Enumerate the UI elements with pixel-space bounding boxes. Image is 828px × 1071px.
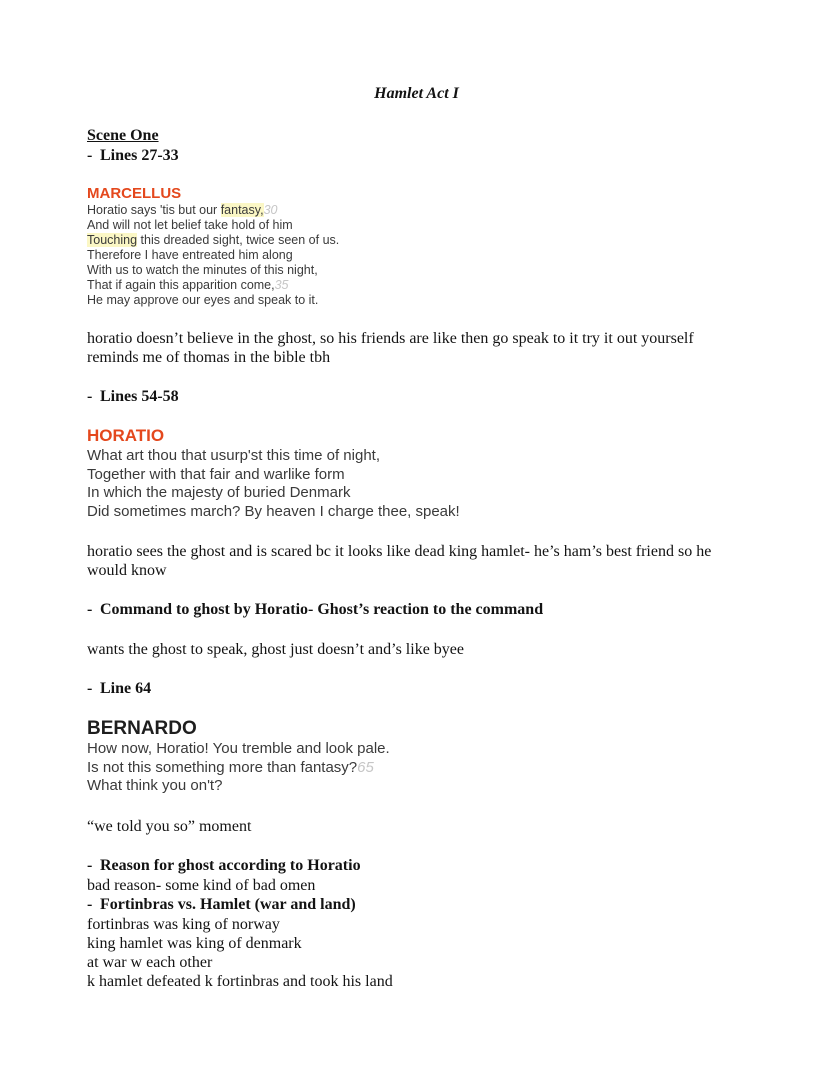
line-number: 30 <box>263 203 278 217</box>
note-line: king hamlet was king of denmark <box>87 934 302 952</box>
quote-text: How now, Horatio! You tremble and look pale. <box>87 740 390 757</box>
highlighted-text: Touching <box>87 233 138 247</box>
bullet-label: Command to ghost by Horatio- Ghost’s reaction to the command <box>100 601 544 618</box>
bullet-reason-for-ghost <box>87 856 746 876</box>
annotation-note <box>87 542 746 580</box>
scene-heading <box>87 126 746 146</box>
quote-text: In which the majesty of buried Denmark <box>87 484 351 501</box>
note-line: wants the ghost to speak, ghost just doesn’t and’s like byee <box>87 641 464 658</box>
quote-line <box>87 278 746 293</box>
quote-text: Together with that fair and warlike form <box>87 465 345 483</box>
speech-marcellus <box>87 184 746 308</box>
bullet-fortinbras-vs-hamlet <box>87 895 746 915</box>
note-line: at war w each other <box>87 953 213 971</box>
quote-line <box>87 466 746 485</box>
bullet-line-64 <box>87 679 746 699</box>
line-number: 35 <box>274 278 289 292</box>
note-line: reminds me of thomas in the bible tbh <box>87 349 331 366</box>
annotation-note <box>87 915 746 991</box>
quote-text: Did sometimes march? By heaven I charge thee, speak! <box>87 502 460 520</box>
annotation-note <box>87 876 746 895</box>
quote-line <box>87 503 746 522</box>
note-line: fortinbras was king of norway <box>87 915 280 933</box>
scene-heading-text: Scene One <box>87 127 159 144</box>
bullet-label: Reason for ghost according to Horatio <box>100 856 361 874</box>
speaker-bernardo: BERNARDO <box>87 718 197 739</box>
note-line: horatio doesn’t believe in the ghost, so his friends are like then go speak to it try it out yourself <box>87 330 694 347</box>
speech-bernardo <box>87 717 746 796</box>
line-number: 65 <box>357 758 374 776</box>
bullet-dash: - <box>87 147 93 164</box>
quote-text: With us to watch the minutes of this night, <box>87 263 318 277</box>
quote-line <box>87 233 746 248</box>
quote-line <box>87 218 746 233</box>
quote-line <box>87 293 746 308</box>
note-line: bad reason- some kind of bad omen <box>87 876 316 894</box>
quote-text: What think you on't? <box>87 777 223 794</box>
speech-horatio <box>87 425 746 521</box>
bullet-dash: - <box>87 856 93 874</box>
annotation-note <box>87 640 746 659</box>
quote-line <box>87 203 746 218</box>
note-line: “we told you so” moment <box>87 817 252 835</box>
bullet-label: Lines 27-33 <box>100 147 179 164</box>
bullet-label: Fortinbras vs. Hamlet (war and land) <box>100 895 356 913</box>
speaker-horatio: HORATIO <box>87 426 165 445</box>
quote-text: He may approve our eyes and speak to it. <box>87 293 319 307</box>
bullet-label: Lines 54-58 <box>100 388 179 405</box>
highlighted-text: fantasy, <box>220 203 264 217</box>
bullet-dash: - <box>87 680 93 697</box>
quote-text: Is not this something more than fantasy? <box>87 758 358 776</box>
quote-text: What art thou that usurp'st this time of night, <box>87 447 381 464</box>
quote-text: And will not let belief take hold of him <box>87 218 293 232</box>
bullet-lines-27-33 <box>87 146 746 166</box>
quote-line <box>87 759 746 778</box>
note-line: horatio sees the ghost and is scared bc it looks like dead king hamlet- he’s ham’s best friend so he <box>87 543 712 560</box>
note-line: would know <box>87 562 167 579</box>
quote-text: Horatio says 'tis but our <box>87 203 221 217</box>
bullet-dash: - <box>87 601 93 618</box>
quote-line <box>87 740 746 759</box>
bullet-dash: - <box>87 388 93 405</box>
quote-text: this dreaded sight, twice seen of us. <box>137 233 340 247</box>
annotation-note <box>87 817 746 836</box>
quote-line <box>87 263 746 278</box>
quote-text: Therefore I have entreated him along <box>87 248 293 262</box>
bullet-label: Line 64 <box>100 680 152 697</box>
quote-line <box>87 248 746 263</box>
quote-text: That if again this apparition come, <box>87 278 275 292</box>
annotation-note <box>87 329 746 367</box>
note-line: k hamlet defeated k fortinbras and took his land <box>87 972 393 990</box>
bullet-lines-54-58 <box>87 387 746 407</box>
bullet-command-to-ghost <box>87 600 746 620</box>
quote-line <box>87 777 746 796</box>
quote-line <box>87 447 746 466</box>
quote-line <box>87 484 746 503</box>
bullet-dash: - <box>87 895 93 913</box>
speaker-marcellus: MARCELLUS <box>87 185 182 202</box>
doc-title: Hamlet Act I <box>374 85 459 102</box>
